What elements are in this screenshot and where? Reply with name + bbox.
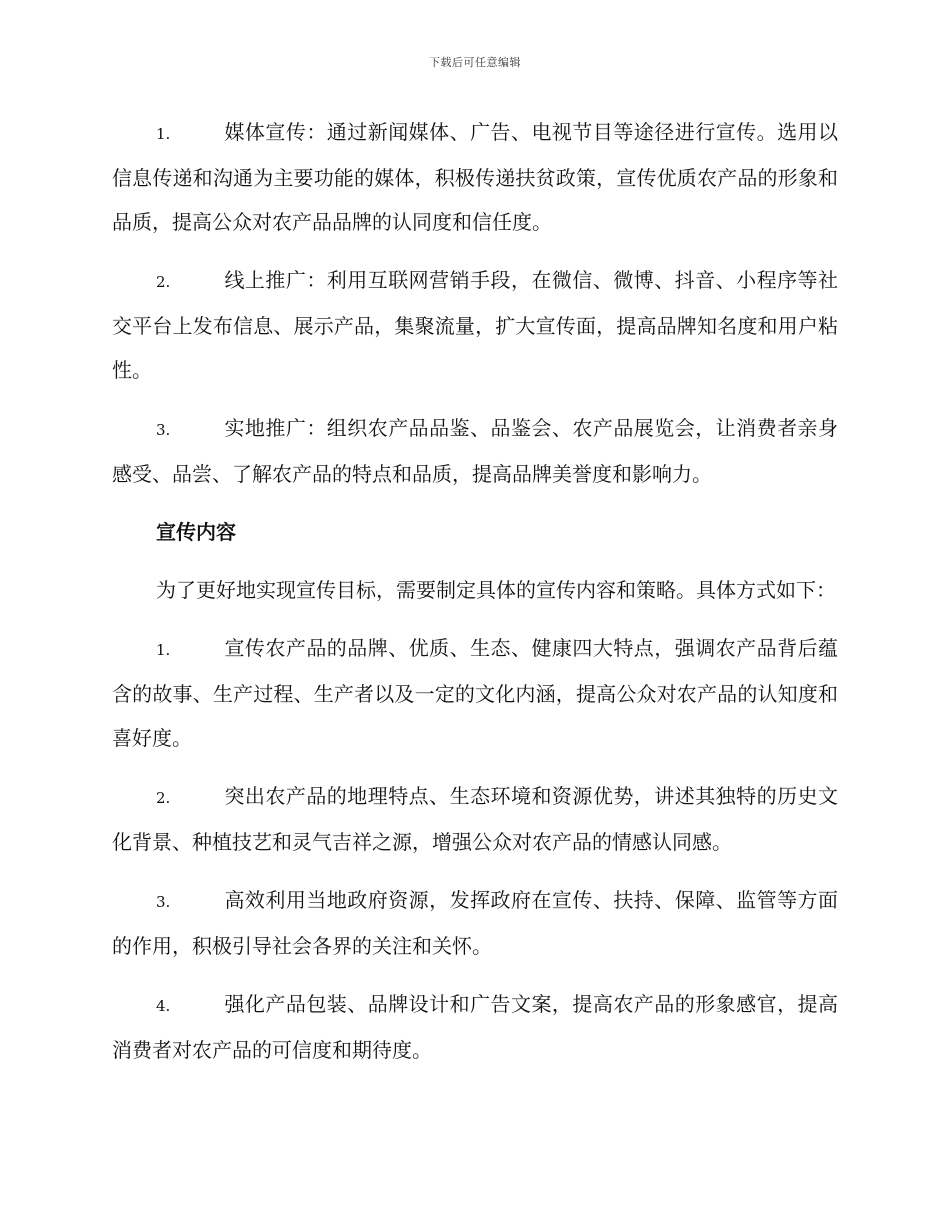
list-text: 强化产品包装、品牌设计和广告文案，提高农产品的形象感官，提高消费者对农产品的可信度和期待度。 [112,992,838,1062]
list-text: 媒体宣传：通过新闻媒体、广告、电视节目等途径进行宣传。选用以信息传递和沟通为主要功能的媒体，积极传递扶贫政策，宣传优质农产品的形象和品质，提高公众对农产品品牌的认同度和信任度。 [112,120,838,234]
list-item [112,626,838,760]
list-item [112,878,838,968]
list-number: 1. [156,125,171,143]
list-item [112,110,838,244]
list-number: 3. [156,893,171,911]
list-item [112,982,838,1072]
list-number: 3. [156,421,171,439]
list-number: 1. [156,641,171,659]
section-heading: 宣传内容 [156,520,236,544]
page-header: 下载后可任意编辑 [429,56,521,69]
list-text: 线上推广：利用互联网营销手段，在微信、微博、抖音、小程序等社交平台上发布信息、展示产品，集聚流量，扩大宣传面，提高品牌知名度和用户粘性。 [112,268,838,382]
list-number: 2. [156,789,171,807]
list-number: 4. [156,997,171,1015]
list-item [112,258,838,392]
list-text: 实地推广：组织农产品品鉴、品鉴会、农产品展览会，让消费者亲身感受、品尝、了解农产品的特点和品质，提高品牌美誉度和影响力。 [112,416,838,486]
section-intro: 为了更好地实现宣传目标，需要制定具体的宣传内容和策略。具体方式如下： [156,578,836,602]
list-text: 宣传农产品的品牌、优质、生态、健康四大特点，强调农产品背后蕴含的故事、生产过程、生产者以及一定的文化内涵，提高公众对农产品的认知度和喜好度。 [112,636,838,750]
list-number: 2. [156,273,171,291]
document-body [112,110,838,1086]
list-text: 高效利用当地政府资源，发挥政府在宣传、扶持、保障、监管等方面的作用，积极引导社会各界的关注和关怀。 [112,888,838,958]
list-item [112,774,838,864]
list-item [112,406,838,496]
list-text: 突出农产品的地理特点、生态环境和资源优势，讲述其独特的历史文化背景、种植技艺和灵气吉祥之源，增强公众对农产品的情感认同感。 [112,784,838,854]
